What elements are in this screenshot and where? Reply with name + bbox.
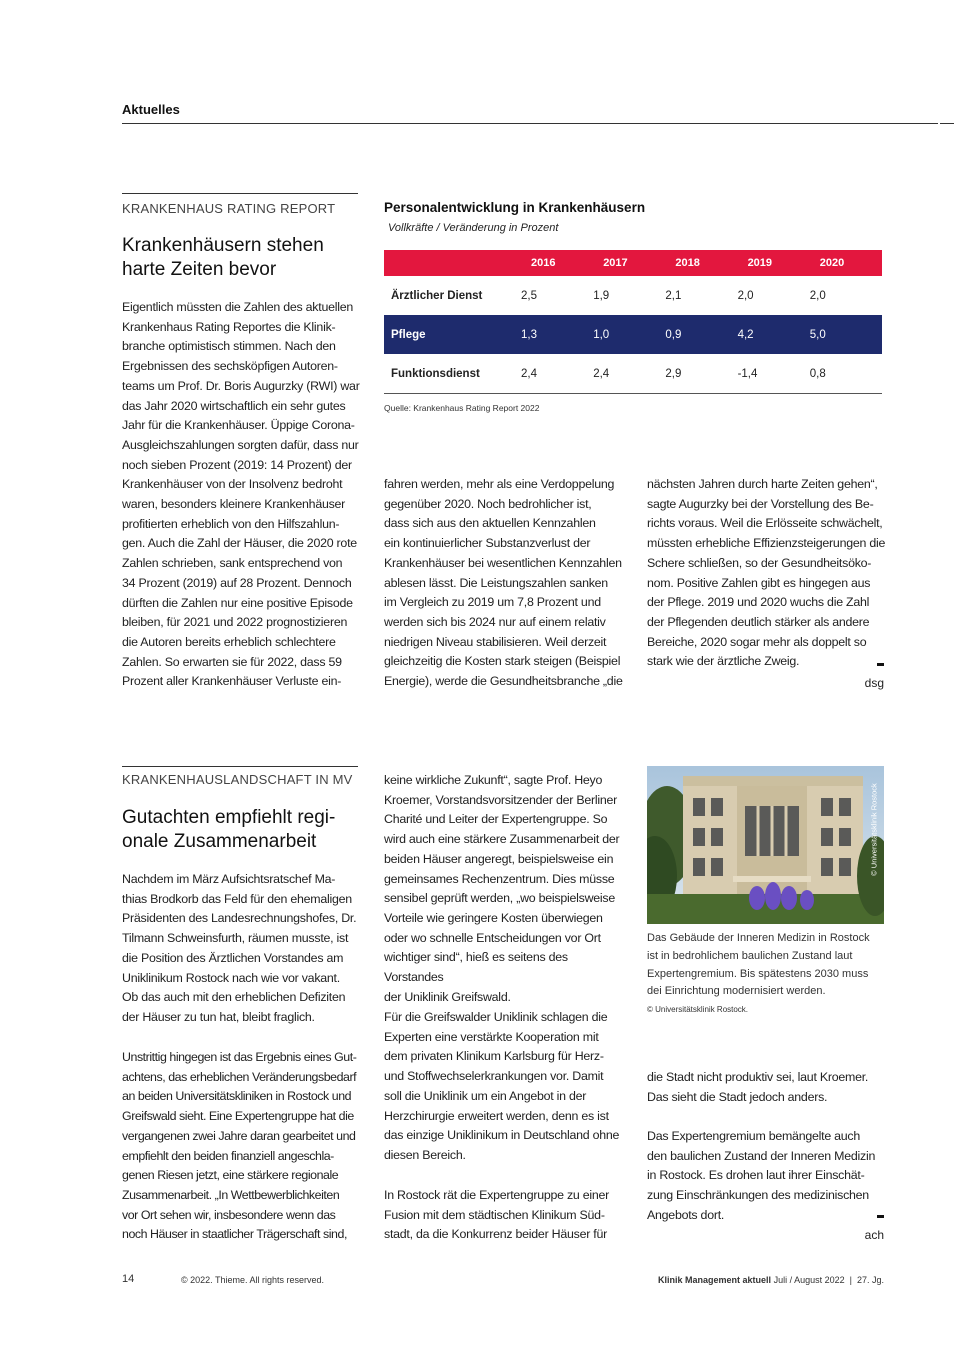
table-year-header: 2016 [521,250,593,276]
table-row [384,354,882,394]
header-rule-tick [940,123,954,124]
article2-col1b: Unstrittig hingegen ist das Ergebnis eines Gut- achtens, das erheblichen Veränderungsbedarf an beiden Universitätskliniken in Rostock und Greifswald sieht. Eine Expertengruppe hat die vergangenen zwei Jahre daran gearbeitet und empfiehlt den beiden finanziell angeschla- genen Riesen jetzt, eine stärkere regionale Zusammenarbeit. „In Wettbewerblichkeiten vor Ort sehen wir, insbesondere wenn das noch Häuser in staatlicher Trägerschaft sind, [122,1050,357,1242]
table-row-label: Pflege [384,315,521,354]
table-row-label: Ärztlicher Dienst [391,289,483,302]
table-row-label: Funktionsdienst [384,354,521,394]
photo-caption: Das Gebäude der Inneren Medizin in Rostock ist in bedrohlichem baulichen Zustand laut Expertengremium. Bis spätestens 2030 muss dei Einrichtung modernisiert werden. [647,932,870,998]
table-cell: 2,4 [593,354,665,394]
article2-headline: Gutachten empfiehlt regi- onale Zusammenarbeit [122,807,336,852]
article2-col3a: die Stadt nicht produktiv sei, laut Kroemer. Das sieht die Stadt jedoch anders. [647,1070,869,1104]
table-cell: 2,5 [521,289,537,302]
table-cell: 2,9 [665,354,737,394]
table-year-header: 2018 [665,250,737,276]
photo-caption-credit: © Universitätsklinik Rostock. [647,1005,749,1014]
section-label: Aktuelles [122,102,180,117]
article1-author: dsg [864,676,884,690]
building-photo [647,766,884,924]
article2-col2a: keine wirkliche Zukunft“, sagte Prof. Heyo Kroemer, Vorstandsvorsitzender der Berliner Charité und Leiter der Expertengruppe. So wird auch eine stärkere Zusammenarbeit der beiden Häuser angeregt, beispielsweise ein gemeinsames Rechenzentrum. Dies müsse sensibel geprüft werden, „wo beispielsweise Vorteile wie geringere Kosten überwiegen oder wo schnelle Entscheidungen vor Ort wichtiger sind“, hieß es seitens des Vorstandes der Uniklinik Greifswald. [384,773,620,1004]
building-photo-image [647,766,884,924]
table-cell: 1,9 [593,289,610,302]
article1-end-mark [840,659,884,673]
journal-name: Klinik Management aktuell [658,1275,772,1285]
data-table-wrapper [384,250,882,394]
article2-end-mark [840,1211,884,1225]
article1-col3: nächsten Jahren durch harte Zeiten gehen“, sagte Augurzky bei der Vorstellung des Be- richts voraus. Weil die Erlösseite schwächelt, müssten erhebliche Effizienzsteigerungen die Schere schließen, so der Gesundheitsöko- nom. Positive Zahlen gibt es hingegen aus der Pflege. 2019 und 2020 wuchs die Zahl der Pflegenden deutlich stärker als andere Bereiche, 2020 sogar mehr als doppelt so stark wie der ärztliche Zweig. [647,477,886,669]
table-cell: 2,0 [809,289,826,302]
table-cell: 2,0 [737,289,754,302]
copyright-notice: © 2022. Thieme. All rights reserved. [181,1275,325,1285]
table-cell: 2,1 [665,289,682,302]
table-row [384,276,882,315]
page-number: 14 [122,1273,135,1285]
data-table [384,250,882,394]
photo-credit-text: © Universitätsklinik Rostock [869,783,879,876]
table-cell: 2,4 [521,354,593,394]
article2-col1a: Nachdem im März Aufsichtsratschef Ma- thias Brodkorb das Feld für den ehemaligen Präsidenten des Landesrechnungshofes, Dr. Tilmann Schweinsfurth, räumen musste, ist die Position des Ärztlichen Vorstandes am Uniklinikum Rostock nach wie vor vakant. Ob das auch mit den erheblichen Defiziten der Häuser zu tun hat, bleibt fraglich. [122,872,357,1024]
journal-info [500,1275,884,1285]
table-year-header: 2017 [593,250,665,276]
article2-top-rule [122,766,358,767]
table-source: Quelle: Krankenhaus Rating Report 2022 [384,403,540,413]
table-cell: 4,2 [738,315,810,354]
article2-author: ach [864,1228,884,1242]
photo-credit [866,778,882,888]
table-year-header: 2019 [738,250,810,276]
header-rule [122,123,938,124]
table-header-corner [384,250,521,276]
article1-col2: fahren werden, mehr als eine Verdoppelung gegenüber 2020. Noch bedrohlicher ist, dass sich aus den aktuellen Kennzahlen ein kontinuierlicher Substanzverlust der Krankenhäuser bei wesentlichen Kennzahlen ablesen lässt. Die Leistungszahlen sanken im Vergleich zu 2019 um 7,8 Prozent und werden sich bis 2024 nur auf einem relativ niedrigen Niveau stabilisieren. Weil derzeit gleichzeitig die Kosten stark steigen (Beispiel Energie), werde die Gesundheitsbranche „die [384,477,623,689]
table-subtitle: Vollkräfte / Veränderung in Prozent [388,222,559,234]
table-cell: 1,3 [521,315,593,354]
article2-col2b: Für die Greifswalder Uniklinik schlagen die Experten eine verstärkte Kooperation mit dem privaten Klinikum Karlsburg für Herz- und Stoffwechselerkrankungen vor. Damit soll die Uniklinik um ein Angebot in der Herzchirurgie erweitert werden, denn es ist das einzige Uniklinikum in Deutschland ohne diesen Bereich. [384,1010,620,1162]
journal-issue: Juli / August 2022 | 27. Jg. [773,1275,884,1285]
table-cell: 0,9 [665,315,737,354]
table-cell: -1,4 [738,354,810,394]
table-header-row [384,250,882,276]
table-cell: 1,0 [593,315,665,354]
table-year-header: 2020 [810,250,882,276]
table-title: Personalentwicklung in Krankenhäusern [384,200,646,215]
table-cell: 0,8 [810,354,882,394]
article1-kicker: KRANKENHAUS RATING REPORT [122,201,336,216]
article1-top-rule [122,193,358,194]
article2-col2c: In Rostock rät die Expertengruppe zu einer Fusion mit dem städtischen Klinikum Süd- stadt, da die Konkurrenz beider Häuser für [384,1188,610,1242]
article1-headline: Krankenhäusern stehen harte Zeiten bevor [122,235,324,280]
table-row-highlighted [384,315,882,354]
article2-kicker: KRANKENHAUSLANDSCHAFT IN MV [122,772,353,787]
table-cell: 5,0 [810,315,882,354]
article1-col1: Eigentlich müssten die Zahlen des aktuellen Krankenhaus Rating Reportes die Klinik- branche optimistisch stimmen. Nach den Ergebnissen des sechsköpfigen Autoren- teams um Prof. Dr. Boris Augurzky (RWI) war das Jahr 2020 wirtschaftlich ein sehr gutes Jahr für die Krankenhäuser. Üppige Corona- Ausgleichszahlungen sorgten dafür, dass nur noch sieben Prozent (2019: 14 Prozent) der Krankenhäuser von der Insolvenz bedroht waren, besonders kleinere Krankenhäuser profitierten erheblich von den Hilfszahlun- gen. Auch die Zahl der Häuser, die 2020 rote Zahlen schrieben, sank entsprechend von 34 Prozent (2019) auf 28 Prozent. Dennoch dürften die Zahlen nur eine positive Episode bleiben, für 2021 und 2022 prognostizieren die Autoren bereits erheblich schlechtere Zahlen. So erwarten sie für 2022, dass 59 Prozent aller Krankenhäuser Verluste ein- [122,300,360,689]
article2-col3b: Das Expertengremium bemängelte auch den baulichen Zustand der Inneren Medizin in Rostock. Es drohen laut ihrer Einschät- zung Einschränkungen des medizinischen Angebots dort. [647,1129,876,1222]
